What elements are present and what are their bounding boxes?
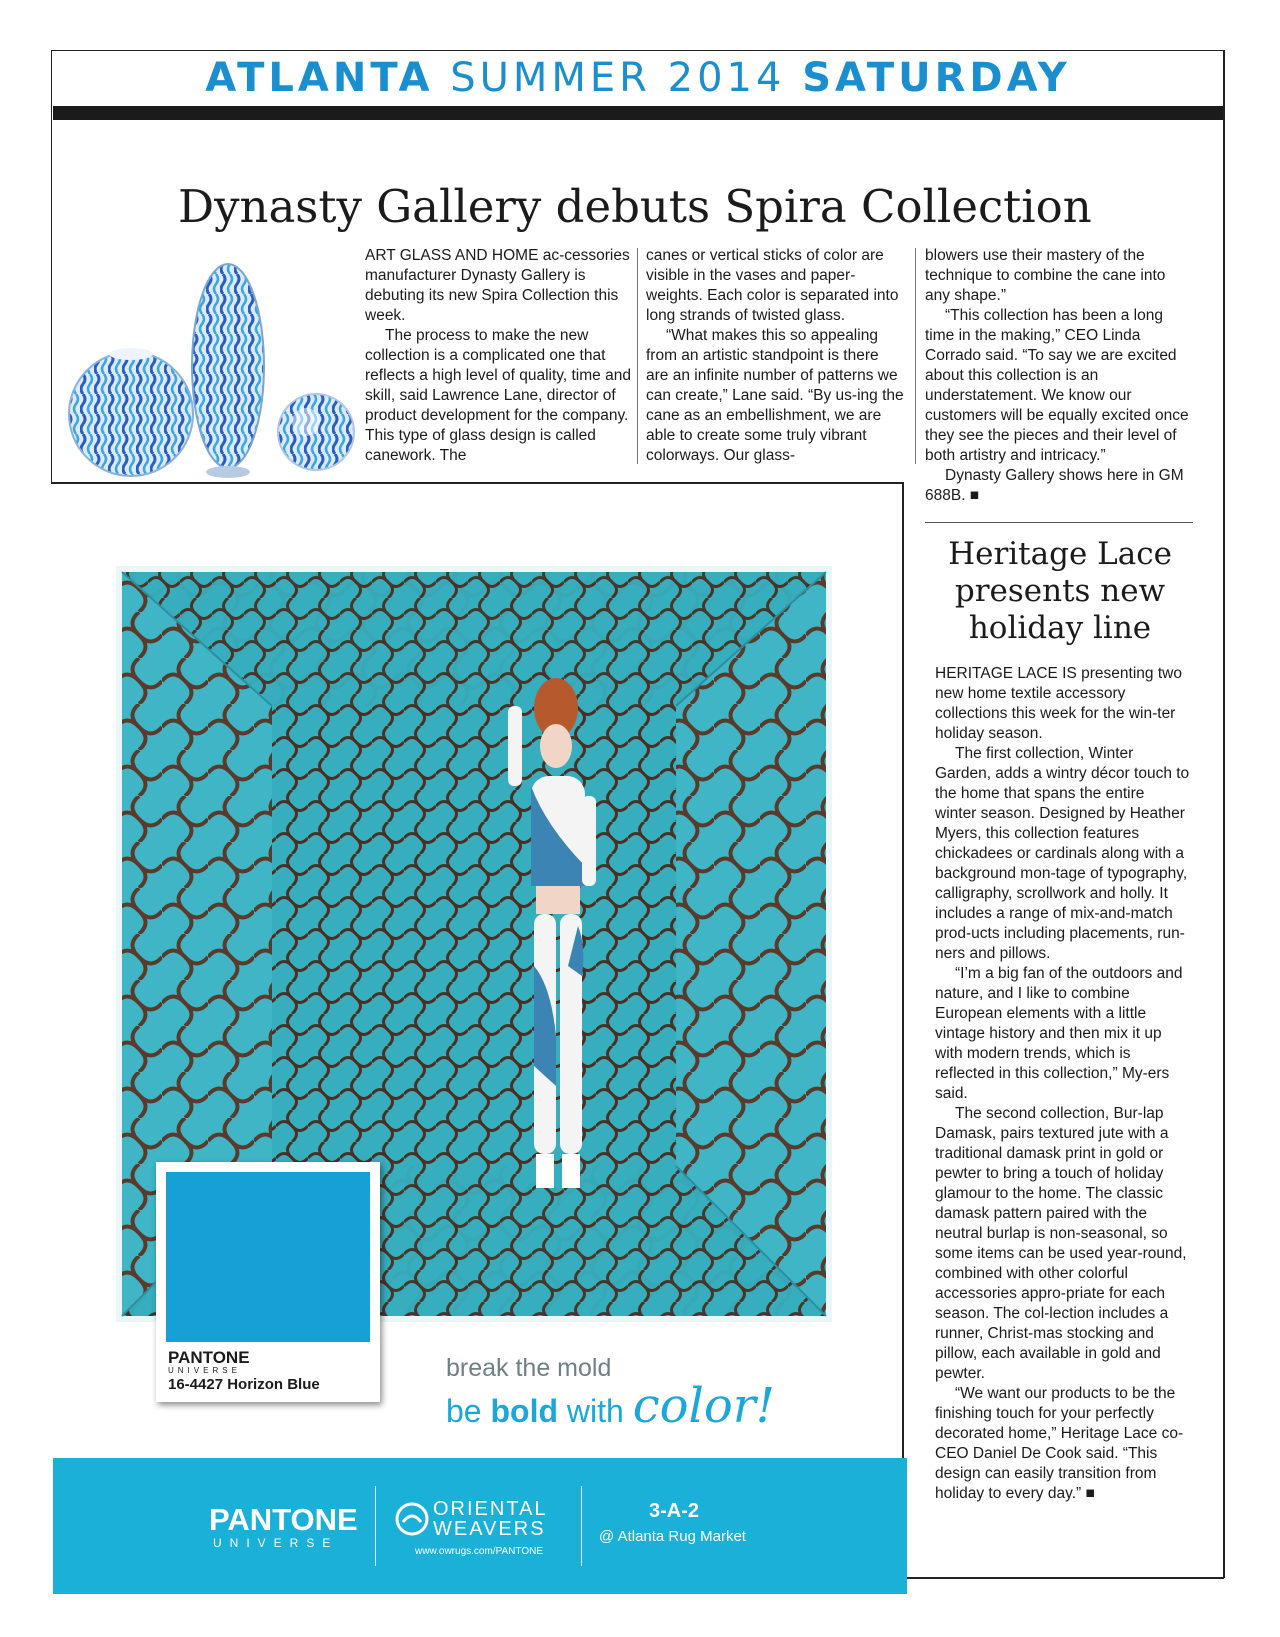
tagline-be: be — [446, 1393, 491, 1429]
sponsor-bar — [53, 1458, 907, 1594]
bar-partner-name-2: WEAVERS — [433, 1518, 546, 1540]
oriental-weavers-logo-icon — [395, 1502, 429, 1536]
ad-tagline-1: break the mold — [446, 1354, 612, 1382]
vase-large — [192, 264, 264, 468]
bar-pantone-sub: UNIVERSE — [213, 1536, 339, 1550]
swatch-sub: UNIVERSE — [168, 1366, 241, 1375]
article2-p3: “I’m a big fan of the outdoors and nature, and I like to combine European elements with a little vintage history and then mix it up with modern trends, which is reflected in this collection,” My-ers said. — [935, 965, 1183, 1102]
vases-image — [66, 254, 366, 484]
tagline-with: with — [558, 1393, 633, 1429]
masthead-rule — [53, 106, 1223, 120]
bar-divider — [375, 1486, 376, 1566]
column-divider — [637, 248, 638, 464]
article1-col1 — [365, 246, 635, 466]
color-swatch — [166, 1172, 370, 1342]
vase-round — [69, 352, 193, 476]
article1-headline: Dynasty Gallery debuts Spira Collection — [178, 180, 1092, 233]
paperweight — [278, 394, 354, 470]
swatch-brand: PANTONE — [168, 1348, 250, 1367]
swatch-name: 16-4427 Horizon Blue — [168, 1376, 320, 1393]
article2-headline: Heritage Lace presents new holiday line — [948, 536, 1172, 646]
right-frame-left-line — [902, 482, 904, 1578]
article2-p4: The second collection, Bur-lap Damask, pairs textured jute with a traditional damask print in gold or pewter to bring a touch of holiday glamour to the home. The classic damask pattern paired with the neutral burlap is non-seasonal, so some items can be used year-round, combined with other colorful accessories appro-priate for each season. The col-lection includes a runner, Christ-mas stocking and pillow, each available in gold and pewter. — [935, 1105, 1187, 1382]
masthead — [53, 52, 1223, 104]
right-frame-line — [1223, 50, 1225, 1578]
article1-col3-p1: blowers use their mastery of the technique to combine the cane into any shape.” — [925, 247, 1166, 304]
article-separator — [925, 522, 1193, 523]
masthead-season: SUMMER 2014 — [450, 55, 786, 101]
bar-venue: @ Atlanta Rug Market — [599, 1528, 746, 1545]
right-frame-bottom — [902, 1577, 1224, 1579]
bar-pantone-logo: PANTONE — [209, 1502, 358, 1537]
tagline-color: color! — [632, 1378, 775, 1434]
article1-col1-p1: ART GLASS AND HOME ac-cessories manufacturer Dynasty Gallery is debuting its new Spira Collection this week. — [365, 247, 630, 324]
column-divider — [915, 248, 916, 464]
bar-booth: 3-A-2 — [649, 1500, 700, 1522]
article1-col3 — [925, 246, 1193, 506]
article1-col3-p3: Dynasty Gallery shows here in GM 688B. ■ — [925, 467, 1184, 504]
masthead-day: SATURDAY — [802, 55, 1071, 101]
article2-p5: “We want our products to be the finishing touch for your perfectly decorated home,” Heritage Lace co-CEO Daniel De Cook said. “This design can easily transition from holiday to every day.” ■ — [935, 1385, 1184, 1502]
article2-p2: The first collection, Winter Garden, adds a wintry décor touch to the home that spans the entire winter season. Designed by Heather Myers, this collection features chickadees or cardinals along with a background mon-tage of typography, calligraphy, scrollwork and holly. It includes a range of mix-and-match prod-ucts including placements, run-ners and pillows. — [935, 745, 1190, 962]
bar-url[interactable]: www.owrugs.com/PANTONE — [415, 1546, 543, 1557]
article1-col2-p1: canes or vertical sticks of color are visible in the vases and paper-weights. Each color is separated into long strands of twisted glass. — [646, 247, 899, 324]
bar-partner-name-1: ORIENTAL — [433, 1498, 548, 1520]
article2-p1: HERITAGE LACE IS presenting two new home textile accessory collections this week for the win-ter holiday season. — [935, 665, 1182, 742]
article1-col1-p2: The process to make the new collection is a complicated one that reflects a high level of quality, time and skill, said Lawrence Lane, director of product development for the company. This type of glass design is called canework. The — [365, 327, 631, 464]
tagline-bold: bold — [490, 1393, 559, 1429]
pantone-swatch-card — [156, 1162, 380, 1402]
bar-divider — [581, 1486, 582, 1566]
article2-body — [935, 664, 1190, 1504]
article1-col2 — [646, 246, 904, 466]
ad-tagline-2 — [446, 1378, 775, 1434]
masthead-city: ATLANTA — [205, 55, 434, 101]
article1-col3-p2: “This collection has been a long time in the making,” CEO Linda Corrado said. “To say we are excited about this collection is an understatement. We know our customers will be equally excited once they see the pieces and their level of both artistry and intricacy.” — [925, 307, 1189, 464]
article1-col2-p2: “What makes this so appealing from an artistic standpoint is there are an infinite number of patterns we can create,” Lane said. “By us-ing the cane as an embellishment, we are able to create some truly vibrant colorways. Our glass- — [646, 327, 904, 464]
